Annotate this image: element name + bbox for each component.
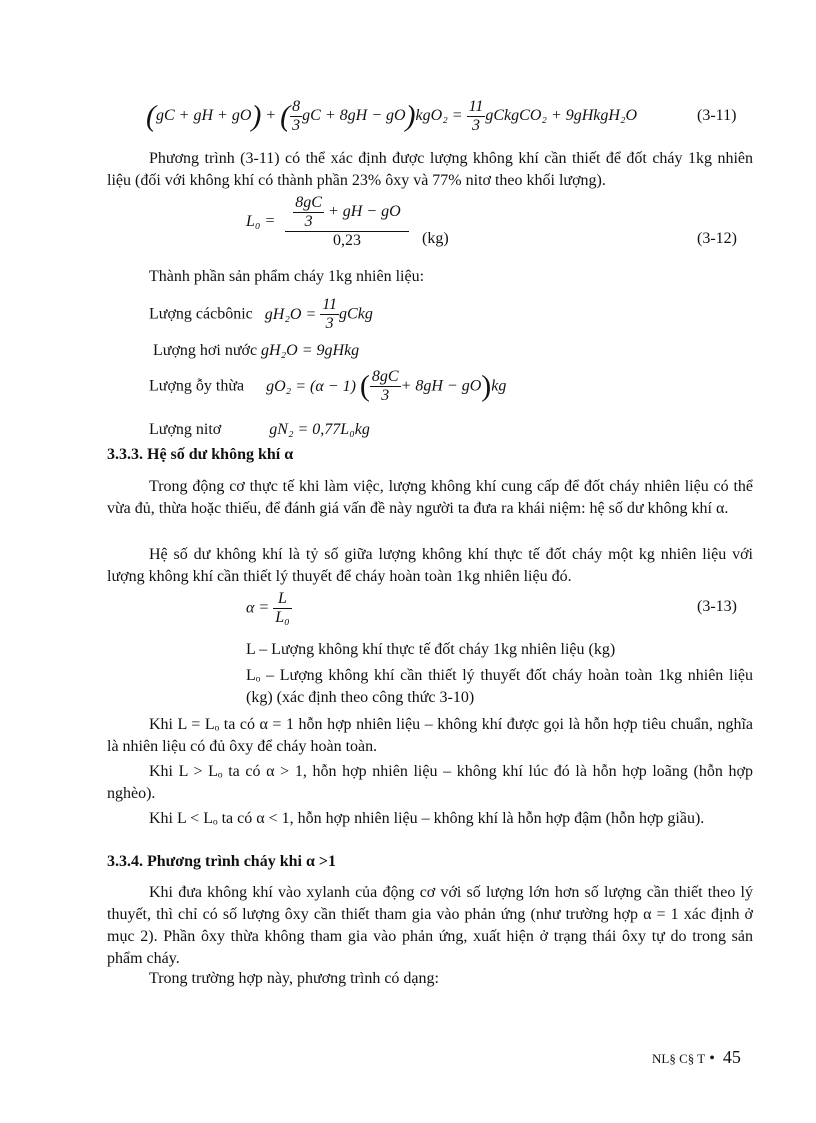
line-co2: Lượng cácbônic gH₂O = $\frac{11}{3}$ gCkg	[149, 296, 373, 332]
fraction: $\frac{8}{3}$	[292, 98, 301, 134]
line-o2: Lượng ỗy thừa gO₂ = (α − 1) ( $\frac{8gC}{3}$ + 8gH − gO)kg	[149, 368, 507, 404]
equation-number: (3-11)	[697, 107, 737, 124]
paragraph: Khi L < Lₒ ta có α < 1, hỗn hợp nhiên liệu – không khí là hỗn hợp đậm (hỗn hợp giầu).	[149, 810, 705, 827]
equation-3-11: (gC + gH + gO) + ( $\frac{8}{3}$ gC + 8gH − gO)kgO₂ = $\frac{11}{3}$ gCkgCO₂ + 9gHkgH₂O	[146, 98, 638, 134]
section-heading-3-3-4: 3.3.4. Phương trình cháy khi α >1	[107, 853, 336, 870]
page-number: 45	[722, 1047, 741, 1067]
page-footer: NL§ C§ T • 45	[652, 1047, 741, 1067]
section-heading-3-3-3: 3.3.3. Hệ số dư không khí α	[107, 446, 294, 463]
equation-number: (3-13)	[697, 598, 737, 615]
line: Trong trường hợp này, phương trình có dạng:	[149, 970, 439, 987]
equation-3-12: L₀ = $\frac{8gC}{3}$ + gH − gO 0,23	[246, 194, 409, 250]
fraction: $\frac{11}{3}$	[322, 296, 338, 332]
definition-L: L – Lượng không khí thực tế đốt cháy 1kg nhiên liệu (kg)	[246, 641, 616, 658]
fraction: $\frac{11}{3}$	[468, 98, 484, 134]
definition-Lo: Lₒ – Lượng không khí cần thiết lý thuyết đốt cháy hoàn toàn 1kg nhiên liệu (kg) (xác định theo công thức 3-10)	[246, 667, 753, 706]
line-h2o: Lượng hơi nước gH₂O = 9gHkg	[153, 342, 360, 359]
fraction: $\frac{8gC}{3}$	[371, 368, 399, 404]
paragraph: Trong động cơ thực tế khi làm việc, lượng không khí cung cấp để đốt cháy nhiên liệu có thể vừa đủ, thừa hoặc thiếu, để đánh giá vấn đề này người ta đưa ra khái niệm: hệ số dư không khí α.	[107, 478, 753, 517]
equation-number: (3-12)	[697, 230, 737, 247]
fraction: $\frac{8gC}{3}$ + gH − gO 0,23	[285, 194, 408, 250]
fraction: $\frac{L}{\text{L₀}}$	[275, 590, 290, 626]
paragraph: Khi đưa không khí vào xylanh của động cơ với số lượng lớn hơn số lượng cần thiết theo lý thuyết, thì chỉ có số lượng ôxy cần thiết tham gia vào phản ứng (như trường hợp α = 1 xác định ở mục 2). Phần ôxy thừa không tham gia vào phản ứng, xuất hiện ở trạng thái ôxy tự do trong sản phẩm cháy.	[107, 884, 753, 967]
line-n2: Lượng nitơ gN₂ = 0,77L₀kg	[149, 421, 370, 438]
paragraph: Khi L = Lₒ ta có α = 1 hỗn hợp nhiên liệu – không khí được gọi là hỗn hợp tiêu chuẩn, nghĩa là nhiên liệu có đủ ôxy để cháy hoàn toàn.	[107, 716, 753, 755]
paragraph: Khi L > Lₒ ta có α > 1, hỗn hợp nhiên liệu – không khí lúc đó là hỗn hợp loãng (hỗn hợp nghèo).	[107, 763, 753, 802]
line: Thành phần sản phẩm cháy 1kg nhiên liệu:	[149, 268, 425, 285]
equation-3-13: α = $\frac{L}{\text{L₀}}$	[246, 590, 290, 626]
paragraph: Hệ số dư không khí là tỷ số giữa lượng không khí thực tế đốt cháy một kg nhiên liệu với lượng không khí cần thiết lý thuyết để cháy hoàn toàn 1kg nhiên liệu đó.	[107, 546, 753, 585]
unit-label: (kg)	[422, 230, 449, 247]
paragraph: Phương trình (3-11) có thể xác định được lượng không khí cần thiết để đốt cháy 1kg nhiên liệu (đối với không khí có thành phần 23% ôxy và 77% nitơ theo khối lượng).	[107, 150, 753, 189]
